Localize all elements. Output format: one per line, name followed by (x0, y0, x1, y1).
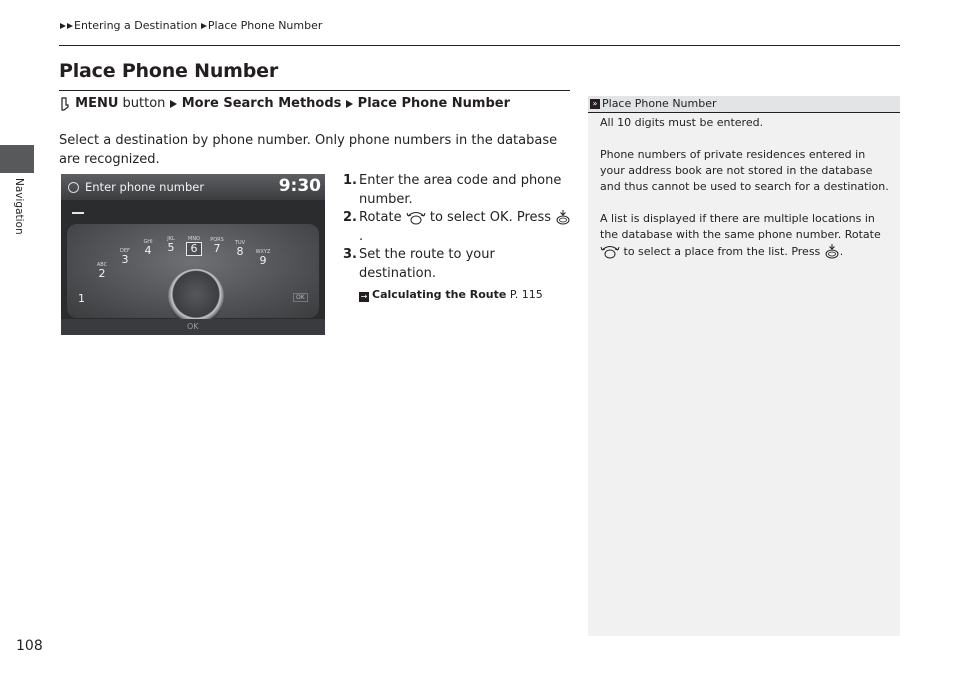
interface-dial-rotate-icon (406, 210, 426, 225)
path-arrow-icon (346, 100, 353, 108)
step-number: 1. (343, 173, 357, 188)
step-number: 2. (343, 210, 357, 225)
page-title: Place Phone Number (59, 60, 279, 82)
interface-dial-rotate-icon (600, 244, 620, 259)
menu-path-button-word: button (122, 96, 166, 111)
key-6[interactable]: MNO 6 (188, 236, 200, 255)
header-rule (59, 45, 900, 46)
note-para-2: Phone numbers of private residences entered in your address book are not stored in the database and thus cannot be used to search for a destination. (600, 148, 889, 193)
breadcrumb-item-entering-destination[interactable]: Entering a Destination (74, 19, 198, 32)
step-text: Set the route to your destination. (359, 247, 495, 281)
step-2 (343, 209, 573, 246)
key-2[interactable]: ABC 2 (96, 262, 108, 280)
interface-dial-press-icon (555, 209, 571, 225)
cross-reference-link[interactable] (359, 286, 573, 305)
key-1[interactable]: 1 (78, 292, 85, 305)
xref-page: P. 115 (509, 288, 543, 301)
note-panel-heading (588, 96, 900, 113)
key-5[interactable]: JKL 5 (167, 236, 175, 254)
screen-ok-button[interactable]: OK (187, 322, 199, 331)
page-number: 108 (16, 638, 43, 654)
menu-path (59, 96, 510, 111)
key-3[interactable]: DEF 3 (120, 248, 130, 266)
menu-path-home: MENU (75, 96, 119, 111)
note-panel-title: Place Phone Number (602, 97, 717, 110)
step-number: 3. (343, 247, 357, 262)
note-reference-icon: » (590, 99, 600, 109)
section-tab-label: Navigation (13, 178, 25, 235)
breadcrumb-arrow-icon (67, 23, 73, 29)
screen-header (61, 174, 325, 200)
menu-path-more-search: More Search Methods (181, 96, 342, 111)
path-arrow-icon (170, 100, 177, 108)
breadcrumb-arrow-icon (201, 23, 207, 29)
dial-knob (168, 269, 224, 325)
breadcrumb-arrow-icon (60, 23, 66, 29)
screen-clock: 9:30 (278, 176, 321, 196)
key-7[interactable]: PQRS 7 (210, 237, 224, 255)
xref-label[interactable]: Calculating the Route (372, 288, 507, 301)
key-4[interactable]: GHI 4 (143, 239, 153, 257)
key-8[interactable]: TUV 8 (234, 240, 246, 258)
breadcrumb (60, 19, 322, 32)
step-ok-label: OK (489, 210, 509, 225)
step-3 (343, 246, 573, 283)
title-rule (59, 90, 570, 91)
key-9[interactable]: WXYZ 9 (255, 249, 271, 267)
intro-paragraph: Select a destination by phone number. Only phone numbers in the database are recognized. (59, 133, 558, 167)
interface-dial-press-icon (824, 243, 840, 259)
section-tab-marker (0, 145, 34, 173)
step-text-pre: Rotate (359, 210, 402, 225)
phone-entry-screenshot (61, 174, 325, 335)
breadcrumb-item-place-phone-number[interactable]: Place Phone Number (207, 19, 323, 32)
note-para-3-post: to select a place from the list. Press (623, 245, 821, 258)
globe-icon (68, 182, 79, 193)
note-para-1: All 10 digits must be entered. (600, 116, 764, 129)
note-para-3-pre: A list is displayed if there are multiple locations in the database with the same phone number. Rotate (600, 212, 881, 241)
step-text-mid: to select (429, 210, 486, 225)
note-para-3-end: . (839, 245, 844, 258)
cross-reference-icon: → (360, 292, 368, 301)
steps-list (343, 172, 573, 305)
screen-title: Enter phone number (85, 180, 205, 194)
step-text: Enter the area code and phone number. (359, 173, 562, 207)
voice-icon (59, 97, 71, 111)
phone-input-cursor (72, 212, 84, 214)
step-1 (343, 172, 573, 209)
menu-path-place-phone: Place Phone Number (357, 96, 511, 111)
note-para-3 (600, 211, 892, 260)
step-text-end: . (359, 228, 364, 244)
step-text-post: . Press (508, 210, 552, 225)
keypad-ok-key[interactable]: OK (293, 293, 308, 302)
